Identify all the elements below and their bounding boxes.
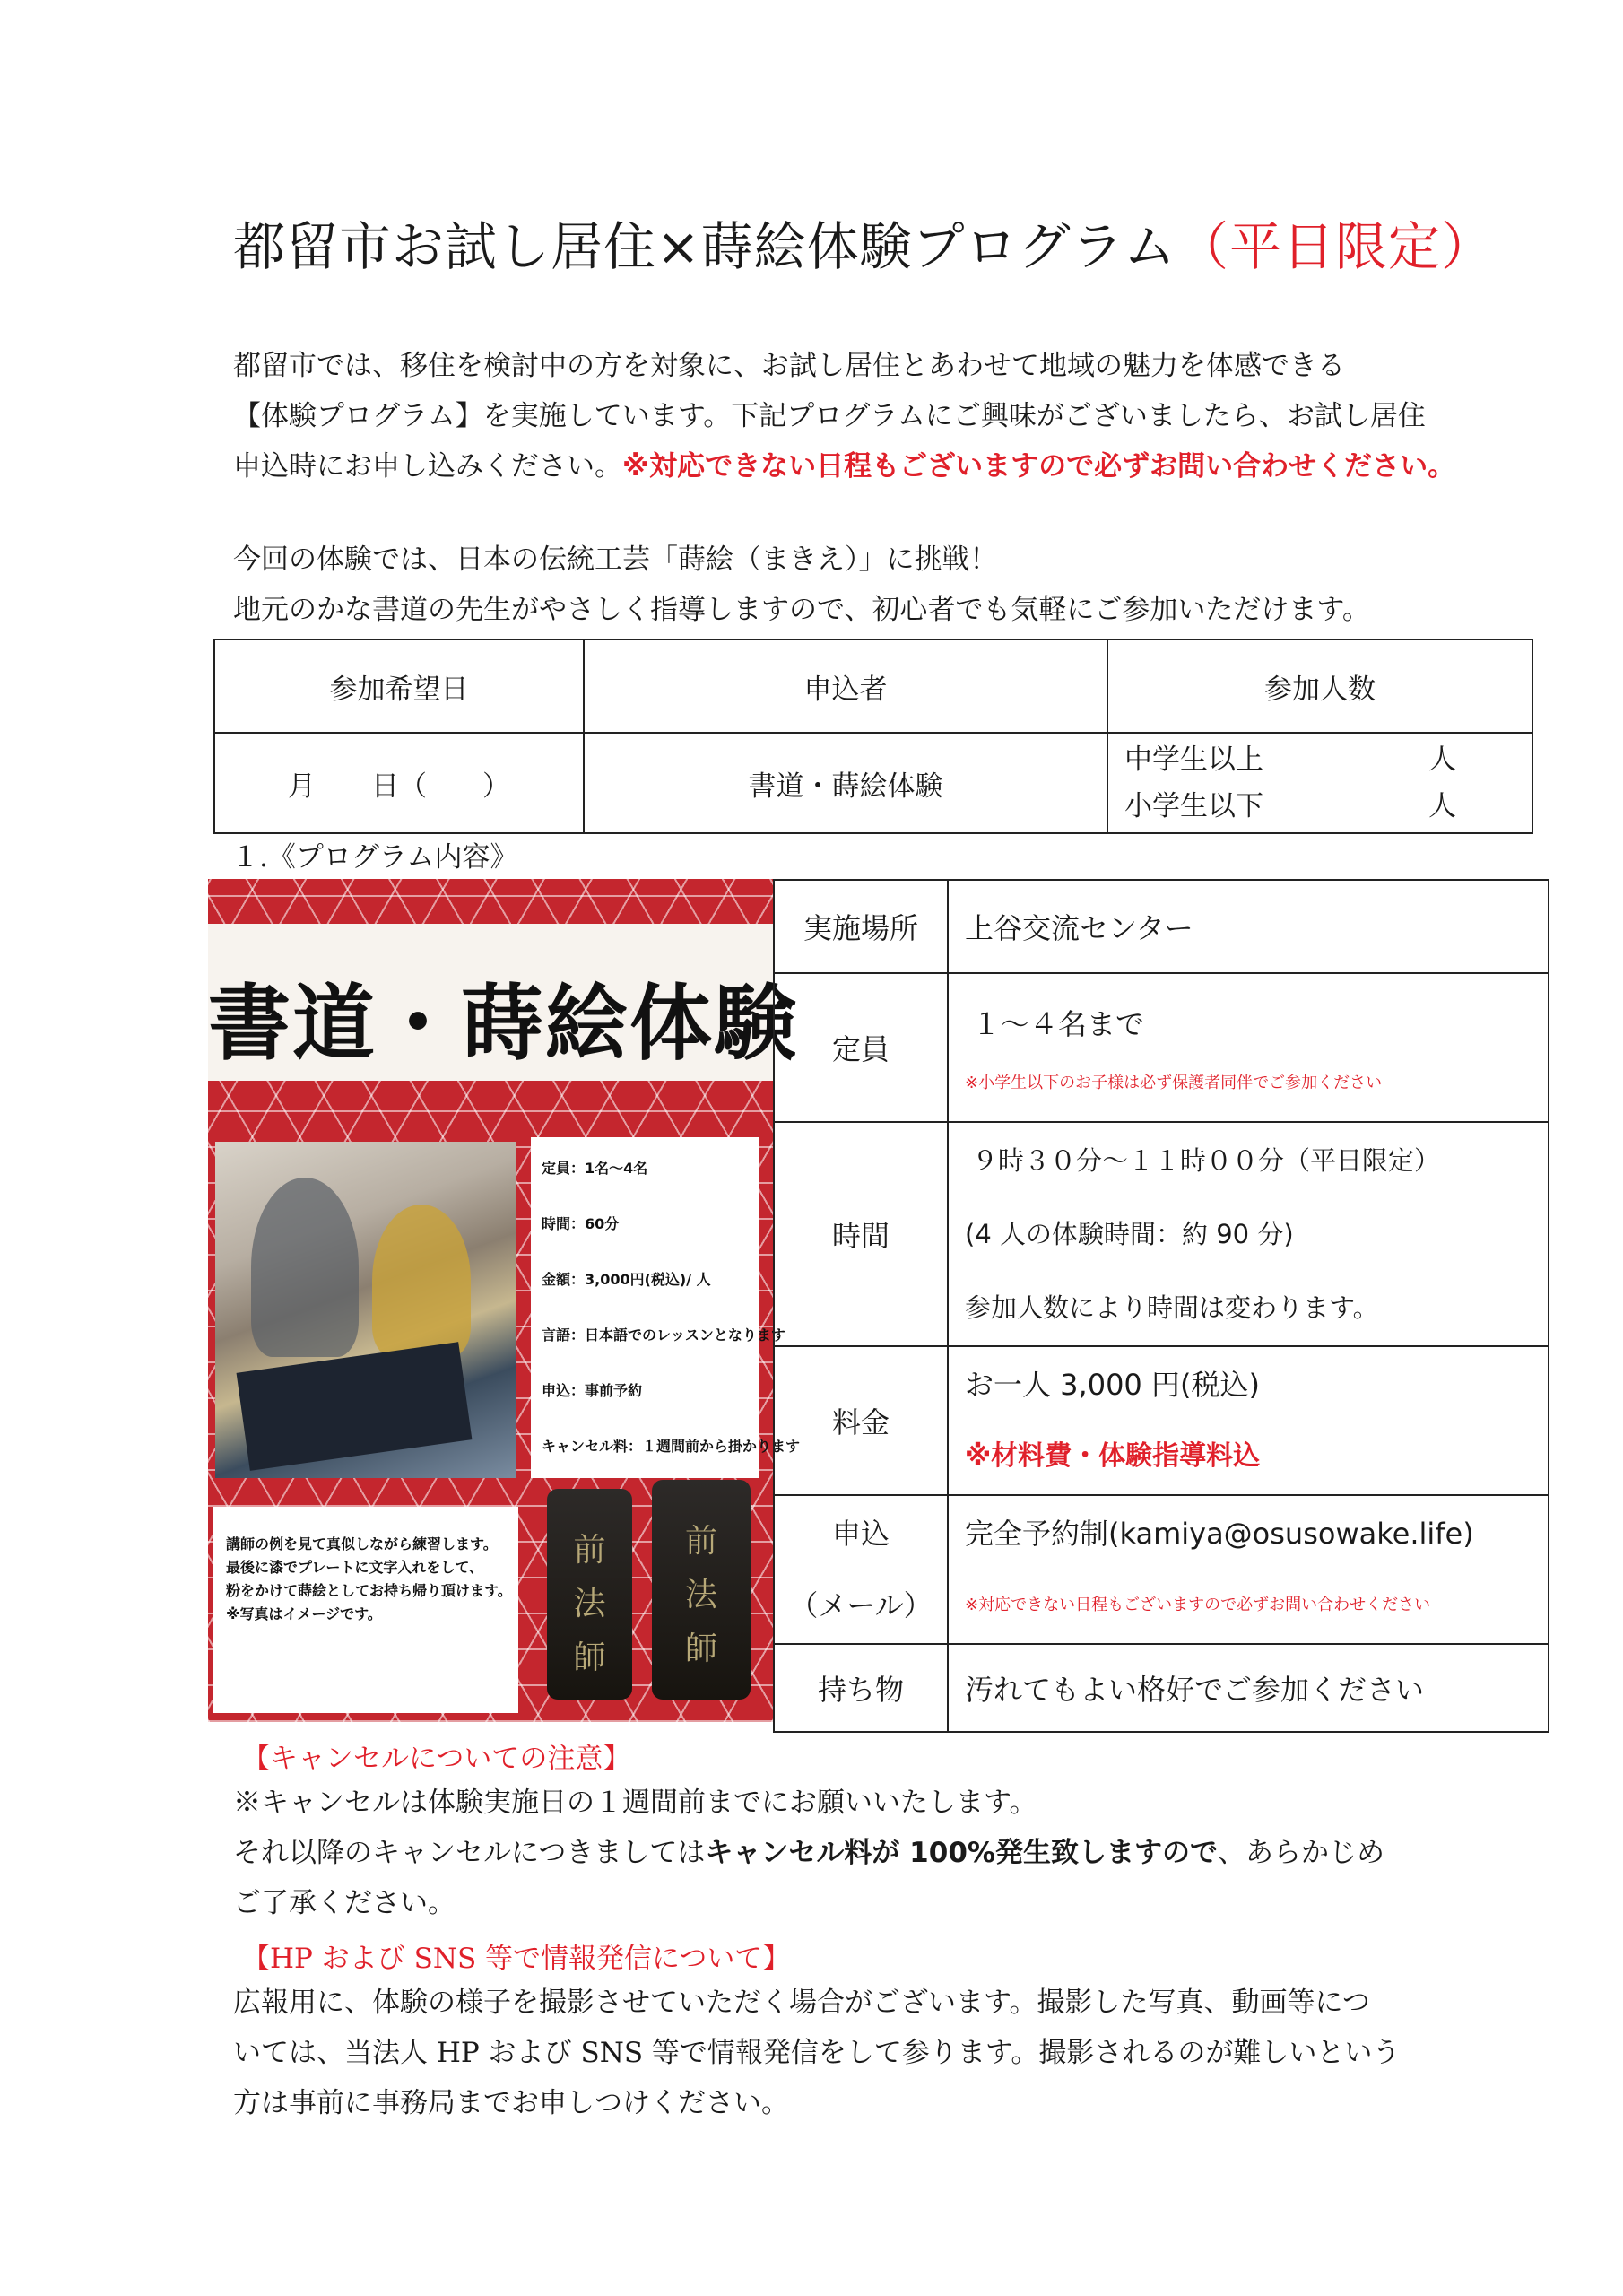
plate-image-1 (547, 1489, 632, 1700)
count-label-elementary: 小学生以下 (1124, 790, 1263, 822)
page-title (233, 204, 1494, 280)
time-cell (948, 1122, 1549, 1346)
poster-title: 書道・蒔絵体験 (208, 976, 799, 1072)
header-applicant: 申込者 (584, 639, 1107, 733)
poster-info-1: 定員：1名～4名 (542, 1160, 648, 1177)
bring-value: 汚れてもよい格好でご参加ください (948, 1644, 1549, 1732)
capacity-value: １～４名まで (972, 1007, 1145, 1041)
time-line-2: (4 人の体験時間：約 90 分) (965, 1219, 1294, 1249)
title-highlight: （平日限定） (1176, 216, 1495, 277)
count-row-junior-high (1124, 736, 1456, 783)
sns-line-1: 広報用に、体験の様子を撮影させていただく場合がございます。撮影した写真、動画等につ (233, 1987, 1370, 2019)
apply-label-mail: （メール） (789, 1588, 933, 1622)
intro-line-3-text: 申込時にお申し込みください。 (233, 450, 622, 483)
sns-heading-text: 【HP および SNS 等で情報発信について】 (242, 1943, 791, 1975)
count-unit-elementary: 人 (1428, 790, 1456, 822)
apply-value[interactable]: 完全予約制(kamiya@osusowake.life) (965, 1517, 1474, 1551)
intro-line-3 (233, 441, 1455, 491)
cancel-heading (242, 1735, 630, 1776)
sns-line-3: 方は事前に事務局までお申しつけください。 (233, 2087, 789, 2119)
cancel-line-2 (233, 1828, 1384, 1878)
plate2-char-3: 師 (684, 1631, 717, 1667)
intro-paragraph (233, 341, 1455, 491)
poster-info-2: 時間：60分 (542, 1215, 620, 1232)
program-poster (208, 879, 801, 1722)
child-figure (372, 1205, 471, 1357)
time-label: 時間 (774, 1122, 948, 1346)
poster-info-6: キャンセル料：１週間前から掛かります (542, 1438, 801, 1455)
intro2-line-1: 今回の体験では、日本の伝統工芸「蒔絵（まきえ）」に挑戦！ (233, 544, 998, 576)
intro-line-2: 【体験プログラム】を実施しています。下記プログラムにご興味がございましたら、お試し居住 (233, 400, 1426, 432)
intro2-line-2: 地元のかな書道の先生がやさしく指導しますので、初心者でも気軽にご参加いただけます。 (233, 594, 1370, 626)
header-count: 参加人数 (1107, 639, 1532, 733)
poster-info-3: 金額：3,000円(税込)/ 人 (542, 1271, 711, 1288)
apply-cell (948, 1495, 1549, 1644)
sns-line-2: いては、当法人 HP および SNS 等で情報発信をして参ります。撮影されるのが難しいという (233, 2037, 1401, 2069)
place-value: 上谷交流センター (948, 880, 1549, 973)
cancel-line-2a: それ以降のキャンセルにつきましては (233, 1837, 706, 1869)
intro2-paragraph (233, 535, 1370, 635)
count-row-elementary (1124, 783, 1456, 830)
fee-cell (948, 1346, 1549, 1495)
sns-heading (242, 1935, 790, 1976)
count-unit-junior-high: 人 (1428, 744, 1456, 776)
plate-image-2 (652, 1480, 751, 1700)
apply-label-cell (774, 1495, 948, 1644)
plate1-char-1: 前 (573, 1532, 606, 1569)
count-field[interactable] (1107, 733, 1532, 833)
poster-desc-3: 粉をかけて蒔絵としてお持ち帰り頂けます。 (226, 1582, 512, 1599)
cancel-body (233, 1778, 1384, 1928)
bring-label: 持ち物 (774, 1644, 948, 1732)
plate1-char-3: 師 (573, 1639, 606, 1676)
capacity-note: ※小学生以下のお子様は必ず保護者同伴でご参加ください (965, 1074, 1383, 1092)
fee-label: 料金 (774, 1346, 948, 1495)
applicant-field: 書道・蒔絵体験 (584, 733, 1107, 833)
cancel-line-3: ご了承ください。 (233, 1887, 456, 1919)
cancel-line-2c: 、あらかじめ (1217, 1837, 1384, 1869)
program-details-table (773, 879, 1549, 1733)
fee-note: ※材料費・体験指導料込 (965, 1440, 1261, 1472)
capacity-cell (948, 973, 1549, 1122)
poster-photo (215, 1142, 516, 1478)
apply-note: ※対応できない日程もございますので必ずお問い合わせください (965, 1596, 1431, 1614)
title-main: 都留市お試し居住×蒔絵体験プログラム (233, 216, 1177, 277)
apply-label: 申込 (831, 1517, 890, 1551)
cancel-line-1: ※キャンセルは体験実施日の１週間前までにお願いいたします。 (233, 1787, 1037, 1819)
sns-body (233, 1978, 1400, 2128)
poster-header (208, 924, 799, 1081)
poster-desc-2: 最後に漆でプレートに文字入れをして、 (226, 1559, 484, 1576)
plate2-char-1: 前 (684, 1523, 717, 1560)
cancel-heading-text: 【キャンセルについての注意】 (242, 1743, 631, 1775)
intro-line-1: 都留市では、移住を検討中の方を対象に、お試し居住とあわせて地域の魅力を体感できる (233, 350, 1345, 382)
poster-desc-1: 講師の例を見て真似しながら練習します。 (226, 1535, 498, 1552)
date-field[interactable]: 月 日（ ） (214, 733, 584, 833)
cancel-fee-emphasis: キャンセル料が 100%発生致しますので (705, 1837, 1218, 1869)
capacity-label: 定員 (774, 973, 948, 1122)
plate2-char-2: 法 (684, 1577, 717, 1613)
teacher-figure (251, 1178, 359, 1357)
poster-description-box (213, 1507, 518, 1713)
intro-warning: ※対応できない日程もございますので必ずお問い合わせください。 (622, 450, 1456, 483)
poster-desc-4: ※写真はイメージです。 (226, 1605, 382, 1622)
time-line-1: ９時３０分～１１時００分（平日限定） (972, 1145, 1441, 1176)
poster-info-4: 言語：日本語でのレッスンとなります (542, 1326, 785, 1344)
header-date: 参加希望日 (214, 639, 584, 733)
count-label-junior-high: 中学生以上 (1124, 744, 1263, 776)
section-heading: １.《プログラム内容》 (231, 841, 518, 874)
application-table (213, 639, 1533, 834)
place-label: 実施場所 (774, 880, 948, 973)
fee-value: お一人 3,000 円(税込) (965, 1368, 1260, 1402)
poster-info-5: 申込：事前予約 (542, 1382, 643, 1399)
poster-info-box (531, 1137, 801, 1478)
tray-figure (237, 1342, 473, 1471)
plate1-char-2: 法 (573, 1586, 606, 1622)
time-line-3: 参加人数により時間は変わります。 (965, 1292, 1379, 1323)
